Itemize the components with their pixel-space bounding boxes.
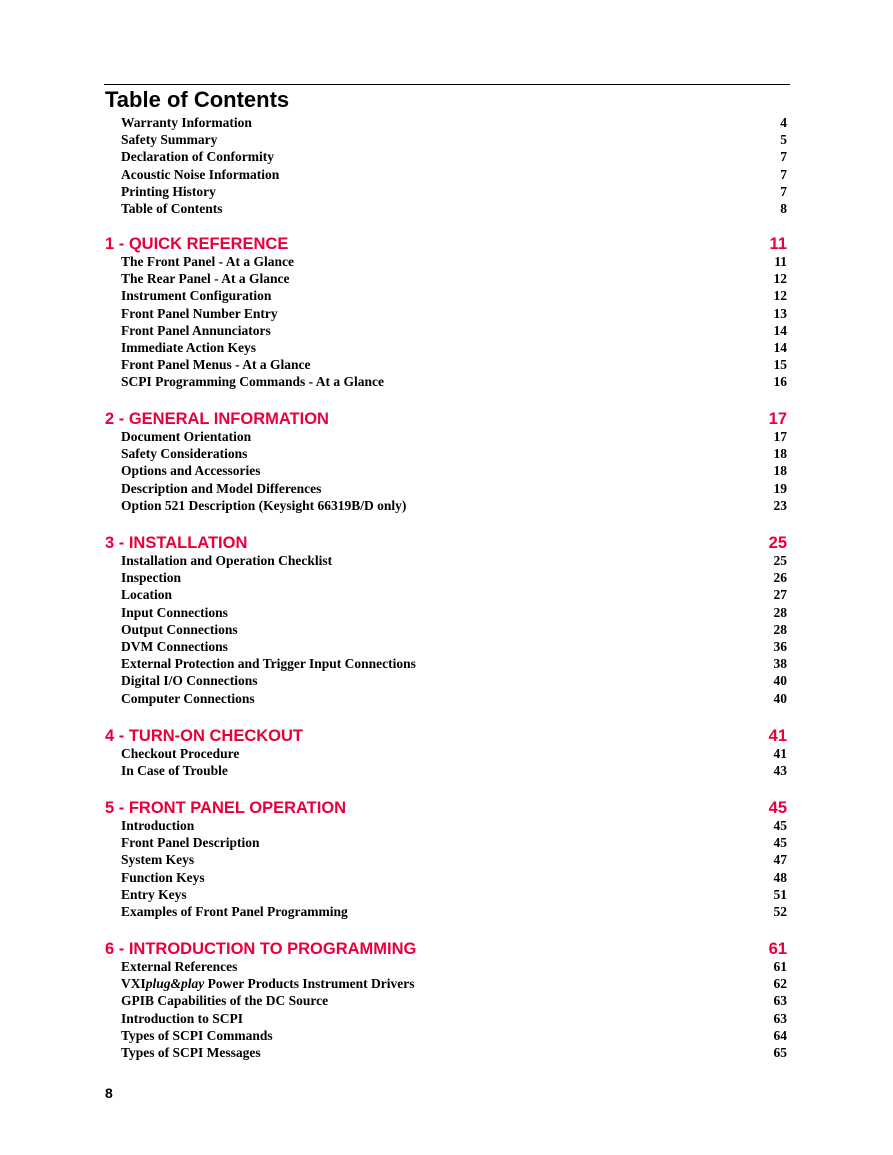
toc-entry[interactable] bbox=[121, 745, 787, 762]
toc-entry-label: Front Panel Annunciators bbox=[121, 322, 271, 338]
toc-entry[interactable] bbox=[121, 762, 787, 779]
toc-entry-page: 28 bbox=[773, 604, 787, 620]
toc-entry[interactable] bbox=[121, 992, 787, 1009]
toc-entry[interactable] bbox=[121, 480, 787, 497]
toc-entry-label: Safety Summary bbox=[121, 132, 218, 148]
toc-entry-page: 5 bbox=[780, 132, 787, 148]
toc-entry[interactable] bbox=[121, 1027, 787, 1044]
toc-entry-page: 47 bbox=[773, 852, 787, 868]
toc-entry-page: 18 bbox=[773, 446, 787, 462]
toc-entry[interactable] bbox=[121, 253, 787, 270]
toc-entry-page: 19 bbox=[773, 480, 787, 496]
toc-entry[interactable] bbox=[121, 322, 787, 339]
label-prefix: VXI bbox=[121, 976, 146, 992]
toc-entry-label: In Case of Trouble bbox=[121, 763, 228, 779]
toc-entry-label: Examples of Front Panel Programming bbox=[121, 903, 348, 919]
toc-entry-page: 11 bbox=[774, 254, 787, 269]
toc-entry-label: Instrument Configuration bbox=[121, 288, 272, 304]
toc-entry[interactable] bbox=[121, 131, 787, 148]
chapter-section bbox=[105, 798, 787, 920]
toc-entry-label: Immediate Action Keys bbox=[121, 339, 256, 355]
toc-entry-label: Introduction to SCPI bbox=[121, 1010, 244, 1026]
toc-entry-label: Digital I/O Connections bbox=[121, 673, 258, 689]
toc-entry-label: Inspection bbox=[121, 570, 182, 586]
toc-entry[interactable] bbox=[121, 356, 787, 373]
toc-entry-page: 51 bbox=[773, 886, 787, 902]
toc-entry-label: Entry Keys bbox=[121, 886, 187, 902]
toc-entry-page: 17 bbox=[773, 429, 787, 444]
toc-entry-label: Options and Accessories bbox=[121, 463, 261, 479]
toc-entry-label: DVM Connections bbox=[121, 638, 228, 654]
toc-entry[interactable] bbox=[121, 1044, 787, 1061]
chapter-title: 2 - GENERAL INFORMATION bbox=[105, 410, 329, 428]
toc-entry[interactable] bbox=[121, 1010, 787, 1027]
chapter-page: 41 bbox=[768, 727, 787, 745]
toc-entry[interactable] bbox=[121, 183, 787, 200]
toc-entry[interactable] bbox=[121, 975, 787, 992]
toc-entry[interactable] bbox=[121, 166, 787, 183]
toc-entry-page: 52 bbox=[773, 903, 787, 919]
chapter-heading[interactable] bbox=[105, 726, 787, 746]
toc-entry-label: Front Panel Menus - At a Glance bbox=[121, 357, 311, 373]
chapter-heading[interactable] bbox=[105, 939, 787, 959]
toc-entry-label: Input Connections bbox=[121, 604, 228, 620]
toc-entry[interactable] bbox=[121, 428, 787, 445]
toc-entry-page: 62 bbox=[773, 976, 787, 992]
toc-entry-label: Declaration of Conformity bbox=[121, 149, 274, 165]
toc-entry-page: 48 bbox=[773, 869, 787, 885]
toc-entry-page: 16 bbox=[773, 374, 787, 390]
toc-entry[interactable] bbox=[121, 569, 787, 586]
label-suffix: Power Products Instrument Drivers bbox=[204, 976, 415, 992]
toc-entry-page: 40 bbox=[773, 673, 787, 689]
toc-entry-page: 4 bbox=[780, 115, 787, 130]
chapter-title: 5 - FRONT PANEL OPERATION bbox=[105, 799, 347, 817]
toc-entry[interactable] bbox=[121, 148, 787, 165]
toc-entry-label: Types of SCPI Messages bbox=[121, 1044, 261, 1060]
toc-entry[interactable] bbox=[121, 638, 787, 655]
toc-entry-page: 7 bbox=[780, 149, 787, 165]
toc-entry-label: The Front Panel - At a Glance bbox=[121, 254, 294, 269]
toc-entry-label: Output Connections bbox=[121, 621, 238, 637]
chapter-title: 6 - INTRODUCTION TO PROGRAMMING bbox=[105, 940, 417, 958]
chapter-section bbox=[105, 939, 787, 1061]
toc-entry-label: Types of SCPI Commands bbox=[121, 1027, 273, 1043]
toc-entry-page: 63 bbox=[773, 1010, 787, 1026]
toc-entry[interactable] bbox=[121, 690, 787, 707]
chapter-title: 1 - QUICK REFERENCE bbox=[105, 235, 289, 253]
toc-entry[interactable] bbox=[121, 445, 787, 462]
toc-entry-label bbox=[121, 975, 415, 992]
toc-entry[interactable] bbox=[121, 621, 787, 638]
chapter-page: 17 bbox=[768, 410, 787, 428]
toc-entry[interactable] bbox=[121, 270, 787, 287]
toc-entry[interactable] bbox=[121, 817, 787, 834]
toc-entry-label: External References bbox=[121, 959, 238, 974]
toc-entry-label: SCPI Programming Commands - At a Glance bbox=[121, 374, 384, 390]
toc-entry-page: 23 bbox=[773, 497, 787, 513]
toc-entry-label: Installation and Operation Checklist bbox=[121, 553, 333, 568]
toc-entry-page: 14 bbox=[773, 339, 787, 355]
toc-entry-label: Option 521 Description (Keysight 66319B/D only) bbox=[121, 497, 407, 513]
chapter-heading[interactable] bbox=[105, 533, 787, 553]
chapter-page: 61 bbox=[768, 940, 787, 958]
toc-entry-page: 41 bbox=[773, 746, 787, 761]
toc-entry-page: 40 bbox=[773, 690, 787, 706]
toc-entry-label: Function Keys bbox=[121, 869, 205, 885]
toc-entry[interactable] bbox=[121, 851, 787, 868]
page-title: Table of Contents bbox=[105, 87, 290, 112]
toc-entry-page: 26 bbox=[773, 570, 787, 586]
toc-entry-page: 14 bbox=[773, 322, 787, 338]
toc-entry-label: Printing History bbox=[121, 183, 216, 199]
toc-entry[interactable] bbox=[121, 305, 787, 322]
toc-entry-label: Table of Contents bbox=[121, 200, 223, 216]
chapter-page: 11 bbox=[769, 235, 787, 253]
toc-entry[interactable] bbox=[121, 200, 787, 217]
toc-entry-page: 45 bbox=[773, 835, 787, 851]
toc-entry-page: 36 bbox=[773, 638, 787, 654]
toc-entry-page: 18 bbox=[773, 463, 787, 479]
page-number: 8 bbox=[105, 1085, 113, 1101]
toc-entry[interactable] bbox=[121, 462, 787, 479]
toc-entry-label: GPIB Capabilities of the DC Source bbox=[121, 993, 329, 1009]
toc-entry-page: 45 bbox=[773, 818, 787, 833]
toc-entry-label: Acoustic Noise Information bbox=[121, 166, 280, 182]
toc-entry[interactable] bbox=[121, 834, 787, 851]
chapter-heading[interactable] bbox=[105, 798, 787, 818]
toc-entry[interactable] bbox=[121, 114, 787, 131]
toc-entry-page: 43 bbox=[773, 763, 787, 779]
chapter-section bbox=[105, 409, 787, 514]
toc-entry-page: 25 bbox=[773, 553, 787, 568]
toc-entry-page: 28 bbox=[773, 621, 787, 637]
toc-entry-label: The Rear Panel - At a Glance bbox=[121, 271, 290, 287]
toc-entry[interactable] bbox=[121, 655, 787, 672]
toc-entry[interactable] bbox=[121, 586, 787, 603]
toc-entry-page: 7 bbox=[780, 166, 787, 182]
toc-entry[interactable] bbox=[121, 903, 787, 920]
toc-entry[interactable] bbox=[121, 958, 787, 975]
toc-entry-page: 61 bbox=[773, 959, 787, 974]
toc-entry-label: Front Panel Description bbox=[121, 835, 260, 851]
toc-entry-label: Description and Model Differences bbox=[121, 480, 322, 496]
toc-entry-page: 15 bbox=[773, 357, 787, 373]
chapter-page: 45 bbox=[768, 799, 787, 817]
toc-entry[interactable] bbox=[121, 373, 787, 390]
chapter-section bbox=[105, 726, 787, 779]
label-italic: plug&play bbox=[145, 976, 205, 992]
toc-entry[interactable] bbox=[121, 497, 787, 514]
header-rule bbox=[104, 84, 790, 85]
toc-entry-label: Location bbox=[121, 587, 173, 603]
chapter-page: 25 bbox=[768, 534, 787, 552]
toc-entry-page: 8 bbox=[780, 200, 787, 216]
toc-entry-page: 63 bbox=[773, 993, 787, 1009]
toc-entry[interactable] bbox=[121, 604, 787, 621]
front-matter-list bbox=[121, 114, 787, 217]
toc-entry[interactable] bbox=[121, 339, 787, 356]
toc-entry-label: Computer Connections bbox=[121, 690, 255, 706]
toc-entry-label: Safety Considerations bbox=[121, 446, 248, 462]
toc-entry-label: Introduction bbox=[121, 818, 195, 833]
toc-entry-label: Document Orientation bbox=[121, 429, 252, 444]
toc-entry-page: 64 bbox=[773, 1027, 787, 1043]
chapter-section bbox=[105, 533, 787, 707]
toc-entry-page: 38 bbox=[773, 656, 787, 672]
toc-entry[interactable] bbox=[121, 672, 787, 689]
toc-entry-page: 12 bbox=[773, 288, 787, 304]
toc-entry-label: System Keys bbox=[121, 852, 195, 868]
chapter-title: 4 - TURN-ON CHECKOUT bbox=[105, 727, 303, 745]
toc-entry[interactable] bbox=[121, 869, 787, 886]
toc-entry-label: Checkout Procedure bbox=[121, 746, 240, 761]
toc-entry-page: 27 bbox=[773, 587, 787, 603]
chapter-heading[interactable] bbox=[105, 409, 787, 429]
chapter-title: 3 - INSTALLATION bbox=[105, 534, 248, 552]
toc-entry[interactable] bbox=[121, 287, 787, 304]
toc-entry-label: Front Panel Number Entry bbox=[121, 305, 278, 321]
toc-entry-page: 12 bbox=[773, 271, 787, 287]
toc-entry-page: 7 bbox=[780, 183, 787, 199]
toc-entry-page: 65 bbox=[773, 1044, 787, 1060]
chapter-section bbox=[105, 234, 787, 391]
toc-entry-label: Warranty Information bbox=[121, 115, 252, 130]
toc-entry[interactable] bbox=[121, 886, 787, 903]
toc-entry[interactable] bbox=[121, 552, 787, 569]
chapter-heading[interactable] bbox=[105, 234, 787, 254]
toc-entry-label: External Protection and Trigger Input Connections bbox=[121, 656, 416, 672]
toc-entry-page: 13 bbox=[773, 305, 787, 321]
